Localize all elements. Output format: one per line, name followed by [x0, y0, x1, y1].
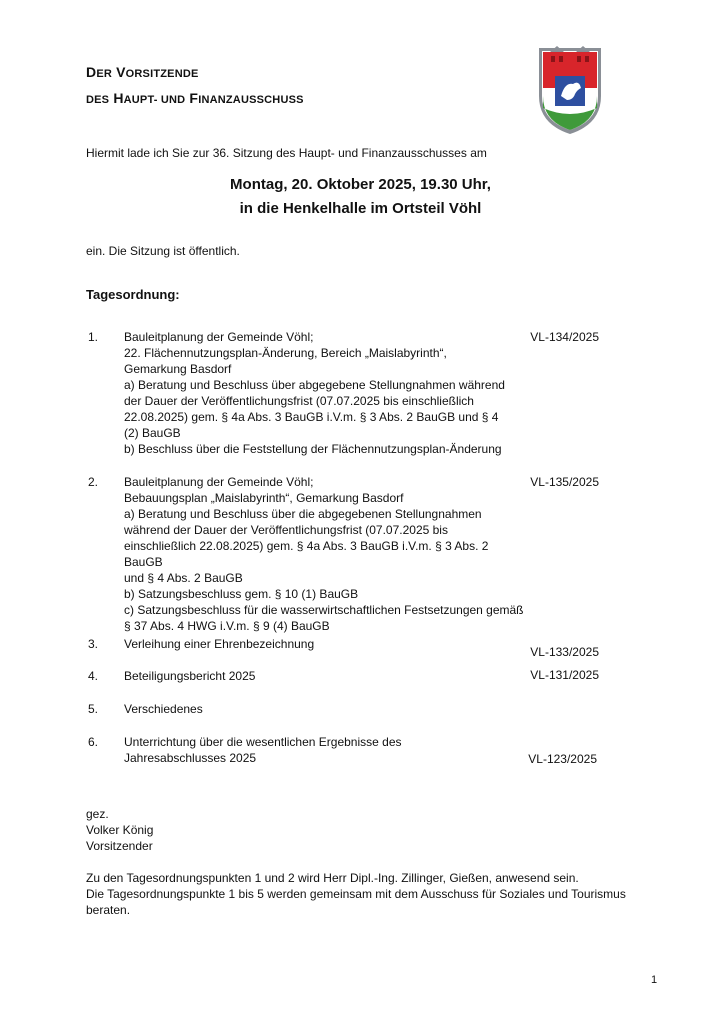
agenda-item-line: und § 4 Abs. 2 BauGB: [124, 571, 243, 585]
agenda-item-line: Beteiligungsbericht 2025: [124, 669, 256, 683]
agenda-item-line: a) Beratung und Beschluss über die abgegebenen Stellungnahmen: [124, 507, 482, 521]
agenda-item-line: einschließlich 22.08.2025) gem. § 4a Abs. 3 BauGB i.V.m. § 3 Abs. 2 BauGB: [124, 539, 489, 569]
agenda-item-reference: VL-131/2025: [530, 668, 599, 682]
agenda-item-line: Bebauungsplan „Maislabyrinth“, Gemarkung Basdorf: [124, 491, 404, 505]
agenda-item-line: Bauleitplanung der Gemeinde Vöhl;: [124, 475, 314, 489]
agenda-item-line: der Dauer der Veröffentlichungsfrist (07.07.2025 bis einschließlich: [124, 394, 474, 408]
agenda-item-line: Verschiedenes: [124, 702, 203, 716]
agenda-item-number: 3.: [88, 637, 99, 651]
meeting-date: Montag, 20. Oktober 2025, 19.30 Uhr,: [230, 176, 491, 193]
signature-gez: gez.: [86, 807, 109, 821]
header-title-line1: [86, 64, 199, 82]
agenda-item-text: [124, 636, 529, 652]
footer-note-line: Zu den Tagesordnungspunkten 1 und 2 wird Herr Dipl.-Ing. Zillinger, Gießen, anwesend sein.: [86, 871, 579, 885]
crest-window: [585, 56, 589, 62]
agenda-item-number: 2.: [88, 475, 99, 489]
header-text-des: DES: [86, 94, 110, 106]
agenda-item-number: 1.: [88, 330, 99, 344]
footer-notes: [86, 870, 646, 918]
meeting-place: in die Henkelhalle im Ortsteil Vöhl: [239, 200, 482, 217]
agenda-item-text: [124, 701, 529, 717]
signature-block: [86, 806, 153, 854]
header-text-und: - UND: [153, 94, 186, 106]
footer-note-line: beraten.: [86, 903, 131, 917]
agenda-item-reference: VL-135/2025: [530, 475, 599, 489]
crest-window: [559, 56, 563, 62]
header-text-orsitzende: ORSITZENDE: [125, 68, 199, 80]
signature-role: Vorsitzender: [86, 839, 153, 853]
agenda-item-text: [124, 329, 529, 457]
header-initial-v: V: [116, 64, 126, 80]
agenda-item-line: Bauleitplanung der Gemeinde Vöhl;: [124, 330, 314, 344]
agenda-item-line: Verleihung einer Ehrenbezeichnung: [124, 637, 315, 651]
page-number: 1: [651, 974, 658, 986]
header-text-aupt: AUPT: [123, 94, 154, 106]
agenda-item-text: [124, 668, 529, 684]
header-title-line2: [86, 90, 304, 108]
coat-of-arms-icon: [537, 46, 603, 136]
agenda-item-line: 22. Flächennutzungsplan-Änderung, Bereich „Maislabyrinth“,: [124, 346, 447, 360]
header-text-er: ER: [96, 68, 112, 80]
header-text-inanzausschuss: INANZAUSSCHUSS: [198, 94, 304, 106]
agenda-title: Tagesordnung:: [86, 287, 180, 302]
agenda-item-number: 6.: [88, 735, 99, 749]
crest-window: [577, 56, 581, 62]
agenda-item-reference: VL-133/2025: [530, 645, 599, 659]
agenda-item-line: c) Satzungsbeschluss für die wasserwirtschaftlichen Festsetzungen gemäß: [124, 603, 524, 617]
agenda-item-line: Jahresabschlusses 2025: [124, 751, 257, 765]
agenda-item-line: b) Satzungsbeschluss gem. § 10 (1) BauGB: [124, 587, 359, 601]
agenda-item-number: 4.: [88, 669, 99, 683]
agenda-item-line: a) Beratung und Beschluss über abgegebene Stellungnahmen während: [124, 378, 505, 392]
public-notice: ein. Die Sitzung ist öffentlich.: [86, 244, 240, 258]
agenda-item-line: (2) BauGB: [124, 426, 181, 440]
agenda-item-line: § 37 Abs. 4 HWG i.V.m. § 9 (4) BauGB: [124, 619, 330, 633]
signature-name: Volker König: [86, 823, 154, 837]
crest-window: [551, 56, 555, 62]
header-initial-h: H: [113, 90, 124, 106]
agenda-item-line: während der Dauer der Veröffentlichungsfrist (07.07.2025 bis: [124, 523, 448, 537]
agenda-item-text: [124, 734, 529, 766]
agenda-item-line: b) Beschluss über die Feststellung der Flächennutzungsplan-Änderung: [124, 442, 502, 456]
agenda-item-line: Unterrichtung über die wesentlichen Ergebnisse des: [124, 735, 402, 749]
agenda-item-text: [124, 474, 529, 634]
agenda-item-reference: VL-134/2025: [530, 330, 599, 344]
header-initial-f: F: [189, 90, 199, 106]
intro-text: Hiermit lade ich Sie zur 36. Sitzung des Haupt- und Finanzausschusses am: [86, 146, 487, 160]
agenda-item-line: 22.08.2025) gem. § 4a Abs. 3 BauGB i.V.m. § 3 Abs. 2 BauGB und § 4: [124, 410, 499, 424]
agenda-item-reference: VL-123/2025: [528, 752, 597, 766]
header-initial-d: D: [86, 64, 97, 80]
agenda-item-number: 5.: [88, 702, 99, 716]
agenda-item-line: Gemarkung Basdorf: [124, 362, 232, 376]
footer-note-line: Die Tagesordnungspunkte 1 bis 5 werden gemeinsam mit dem Ausschuss für Soziales und Tourismus: [86, 887, 626, 901]
